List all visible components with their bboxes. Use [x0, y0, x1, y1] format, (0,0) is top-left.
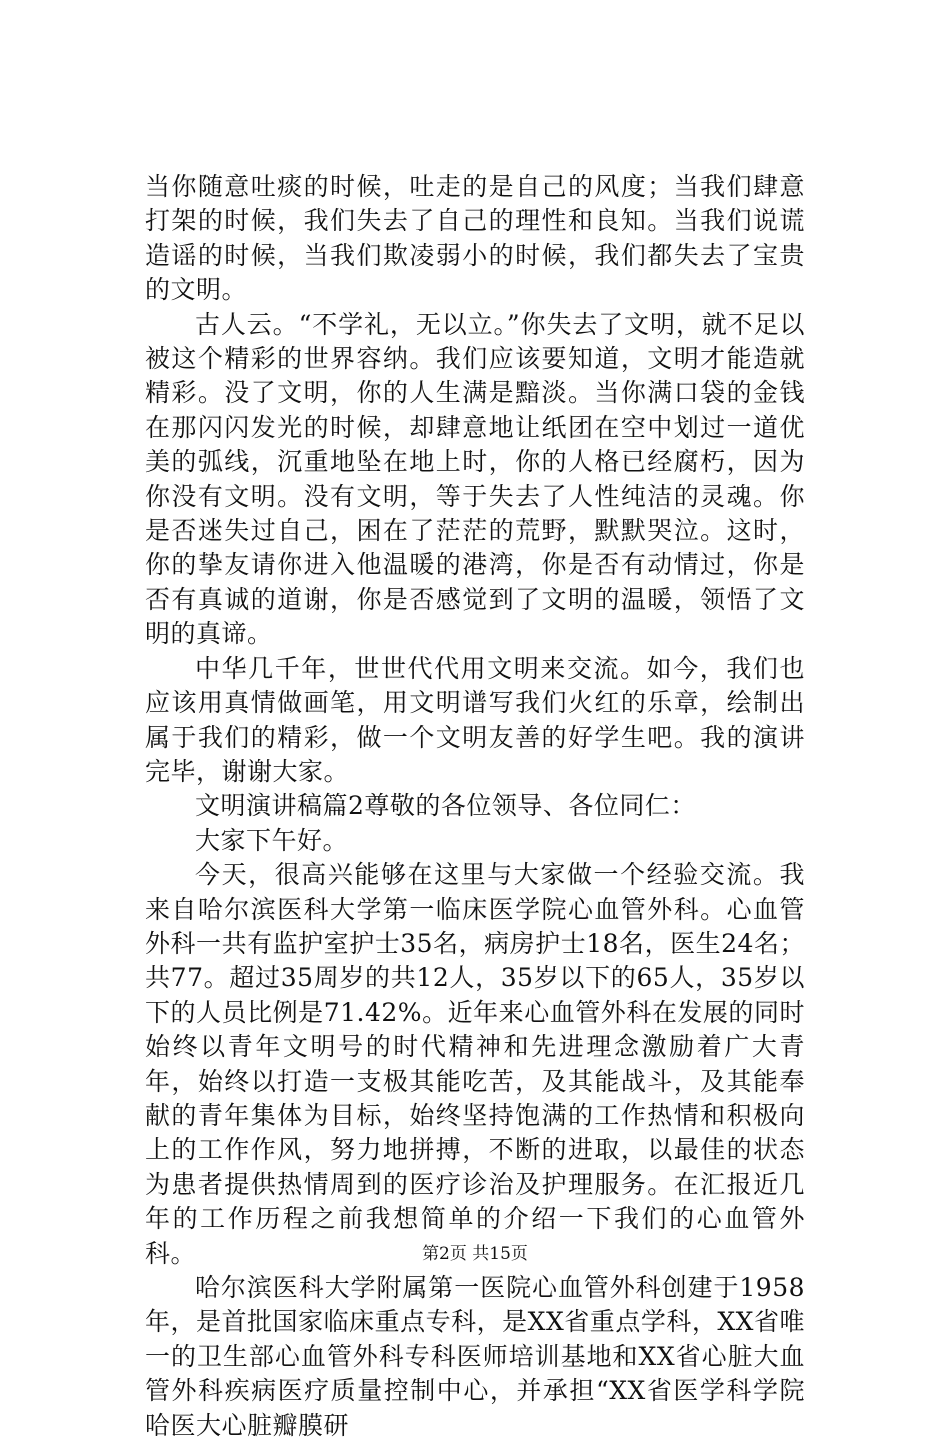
paragraph-7: 哈尔滨医科大学附属第一医院心血管外科创建于1958年，是首批国家临床重点专科，是XX省重点学科，XX省唯一的卫生部心血管外科专科医师培训基地和XX省心脏大血管外科疾病医疗质量控制中心，并承担“XX省医学科学院哈医大心脏瓣膜研: [145, 1273, 805, 1440]
paragraph-2: 古人云。“不学礼，无以立。”你失去了文明，就不足以被这个精彩的世界容纳。我们应该要知道，文明才能造就精彩。没了文明，你的人生满是黯淡。当你满口袋的金钱在那闪闪发光的时候，却肆意地让纸团在空中划过一道优美的弧线，沉重地坠在地上时，你的人格已经腐朽，因为你没有文明。没有文明，等于失去了人性纯洁的灵魂。你是否迷失过自己，困在了茫茫的荒野，默默哭泣。这时，你的挚友请你进入他温暖的港湾，你是否有动情过，你是否有真诚的道谢，你是否感觉到了文明的温暖，领悟了文明的真谛。: [145, 309, 805, 649]
paragraph-5-greeting: 大家下午好。: [195, 825, 349, 855]
paragraph-1: 当你随意吐痰的时候，吐走的是自己的风度；当我们肆意打架的时候，我们失去了自己的理性和良知。当我们说谎造谣的时候，当我们欺凌弱小的时候，我们都失去了宝贵的文明。: [145, 172, 805, 305]
page-number-label: 第2页 共15页: [422, 1244, 528, 1264]
paragraph-4-heading: 文明演讲稿篇2尊敬的各位领导、各位同仁：: [195, 791, 696, 821]
page-footer: [0, 1243, 950, 1265]
paragraph-6: 今天，很高兴能够在这里与大家做一个经验交流。我来自哈尔滨医科大学第一临床医学院心血管外科。心血管外科一共有监护室护士35名，病房护士18名，医生24名；共77。超过35周岁的共12人，35岁以下的65人，35岁以下的人员比例是71.42%。近年来心血管外科在发展的同时始终以青年文明号的时代精神和先进理念激励着广大青年，始终以打造一支极其能吃苦，及其能战斗，及其能奉献的青年集体为目标，始终坚持饱满的工作热情和积极向上的工作作风，努力地拼搏，不断的进取，以最佳的状态为患者提供热情周到的医疗诊治及护理服务。在汇报近几年的工作历程之前我想简单的介绍一下我们的心血管外科。: [145, 860, 805, 1268]
paragraph-3: 中华几千年，世世代代用文明来交流。如今，我们也应该用真情做画笔，用文明谱写我们火红的乐章，绘制出属于我们的精彩，做一个文明友善的好学生吧。我的演讲完毕，谢谢大家。: [145, 653, 805, 786]
